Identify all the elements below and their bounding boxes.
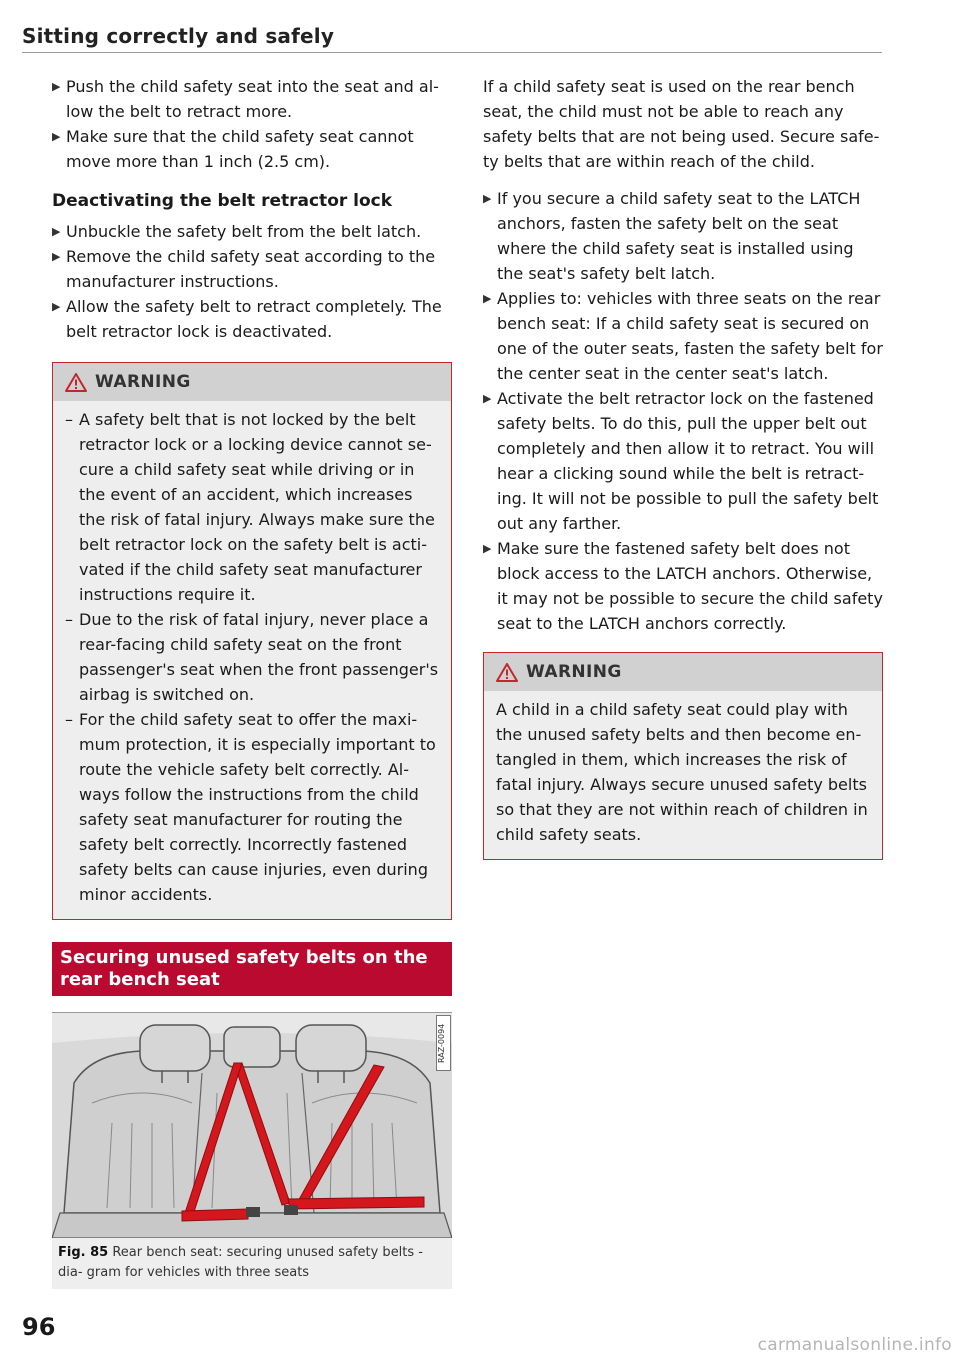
warning-header xyxy=(484,653,882,691)
warning-item: – A safety belt that is not locked by the belt retractor lock or a locking device cannot se- cure a child safety seat while driving or in the event of an accident, which increases the risk of fatal injury. Always make sure the belt retractor lock on the safety belt is acti- vated if the child safety seat manufacturer instructions require it. xyxy=(65,410,435,604)
warning-body xyxy=(53,401,451,919)
warning-item: – Due to the risk of fatal injury, never place a rear-facing child safety seat on the front passenger's seat when the front passenger's airbag is switched on. xyxy=(65,610,439,704)
figure-label: Fig. 85 xyxy=(58,1245,109,1260)
bullet-triangle-icon: ▶ xyxy=(52,300,61,313)
list-item: ▶ Unbuckle the safety belt from the belt latch. xyxy=(52,219,452,244)
warning-body xyxy=(484,691,882,859)
right-column xyxy=(483,74,883,860)
list-item: ▶ Allow the safety belt to retract completely. The belt retractor lock is deactivated. xyxy=(52,294,452,344)
list-item: ▶ Remove the child safety seat according to the manufacturer instructions. xyxy=(52,244,452,294)
left-column xyxy=(52,74,452,1289)
page-number: 96 xyxy=(22,1313,56,1341)
rear-bench-seat-illustration xyxy=(52,1013,452,1238)
intro-paragraph: If a child safety seat is used on the rear bench seat, the child must not be able to reach any safety belts that are not being used. Secure safe- ty belts that are within reach of the child. xyxy=(483,77,880,171)
warning-triangle-icon xyxy=(496,663,518,682)
bullet-triangle-icon: ▶ xyxy=(483,292,492,305)
bullet-triangle-icon: ▶ xyxy=(483,542,492,555)
page-header xyxy=(22,24,882,48)
warning-item: – For the child safety seat to offer the maxi- mum protection, it is especially important to route the vehicle safety belt correctly. Al- ways follow the instructions from the child safety seat manufacturer for routing the safety belt correctly. Incorrectly fastened safety belts can cause injuries, even during minor accidents. xyxy=(65,710,436,904)
warning-title: WARNING xyxy=(95,372,191,392)
list-item: ▶ Applies to: vehicles with three seats on the rear bench seat: If a child safety seat is secured on one of the outer seats, fasten the safety belt for the center seat in the center seat's latch. xyxy=(483,286,883,386)
warning-title: WARNING xyxy=(526,662,622,682)
list-item: ▶ Make sure that the child safety seat cannot move more than 1 inch (2.5 cm). xyxy=(52,124,452,174)
bullet-triangle-icon: ▶ xyxy=(52,80,61,93)
page-title: Sitting correctly and safely xyxy=(22,24,335,48)
bullet-triangle-icon: ▶ xyxy=(52,225,61,238)
warning-text: A child in a child safety seat could play with the unused safety belts and then become en- tangled in them, which increases the risk of fatal injury. Always secure unused safety belts so that they are not within reach of children in child safety seats. xyxy=(496,700,868,844)
figure-code: RAZ-0094 xyxy=(436,1015,451,1071)
bullet-triangle-icon: ▶ xyxy=(483,192,492,205)
warning-box-right xyxy=(483,652,883,860)
list-item: ▶ Push the child safety seat into the seat and al- low the belt to retract more. xyxy=(52,74,452,124)
list-item: ▶ Make sure the fastened safety belt does not block access to the LATCH anchors. Otherwise, it may not be possible to secure the child safety seat to the LATCH anchors correctly. xyxy=(483,536,883,636)
header-divider xyxy=(22,52,882,53)
warning-box-left xyxy=(52,362,452,920)
list-item: ▶ If you secure a child safety seat to the LATCH anchors, fasten the safety belt on the seat where the child safety seat is installed using the seat's safety belt latch. xyxy=(483,186,883,286)
watermark: carmanualsonline.info xyxy=(757,1335,952,1355)
list-item: ▶ Activate the belt retractor lock on the fastened safety belts. To do this, pull the upper belt out completely and then allow it to retract. You will hear a clicking sound while the belt is retract- ing. It will not be possible to pull the safety belt out any farther. xyxy=(483,386,883,536)
bullet-triangle-icon: ▶ xyxy=(52,250,61,263)
rear-bench-seat-figure xyxy=(52,1012,452,1238)
figure-caption xyxy=(52,1238,452,1289)
warning-header xyxy=(53,363,451,401)
figure-caption-text: Rear bench seat: securing unused safety belts - dia- gram for vehicles with three seats xyxy=(58,1245,423,1280)
bullet-triangle-icon: ▶ xyxy=(52,130,61,143)
section-title-bar: Securing unused safety belts on the rear bench seat xyxy=(52,942,452,996)
section-heading-deactivate: Deactivating the belt retractor lock xyxy=(52,191,393,211)
bullet-triangle-icon: ▶ xyxy=(483,392,492,405)
warning-triangle-icon xyxy=(65,373,87,392)
